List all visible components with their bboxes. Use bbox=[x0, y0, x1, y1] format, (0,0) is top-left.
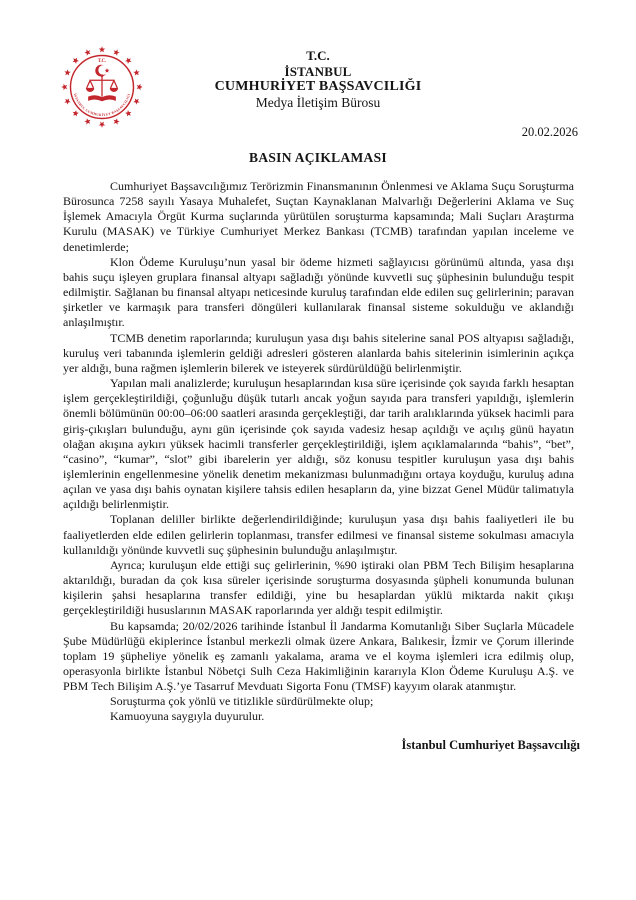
document-title: BASIN AÇIKLAMASI bbox=[249, 150, 387, 165]
paragraph-operation-details: Bu kapsamda; 20/02/2026 tarihinde İstanbul İl Jandarma Komutanlığı Siber Suçlarla Mücadele Şube Müdürlüğü ekiplerince İstanbul merkezli olmak üzere Ankara, Balıkesir, İzmir ve Çorum illerinde toplam 19 şüpheliye yönelik eş zamanlı yakalama, arama ve el koyma işlemleri icra edilmiş olup, operasyonla birlikte İstanbul Nöbetçi Sulh Ceza Hakimliğinin kararıyla Klon Ödeme Kuruluşu A.Ş. ve PBM Tech Bilişim A.Ş.’ye Tasarruf Mevduatı Sigorta Fonu (TMSF) kayyım olarak atanmıştır. bbox=[63, 618, 574, 694]
svg-text:T.C.: T.C. bbox=[97, 59, 107, 65]
letterhead-tc: T.C. bbox=[306, 48, 330, 63]
emblem-ring-text: İSTANBUL CUMHURİYET BAŞSAVCILIĞI bbox=[72, 93, 132, 118]
paragraph-tcmb-audit: TCMB denetim raporlarında; kuruluşun yasa dışı bahis sitelerine sanal POS altyapısı sağladığı, kuruluş veri tabanında işlemlerin geldiği adresleri gösteren alanlarda bahis sitelerinin isimlerinin açıkça yer aldığı, buna rağmen işlemlerin bilerek ve isteyerek sürdürüldüğü belirlenmiştir. bbox=[63, 330, 574, 375]
letterhead-city: İSTANBUL bbox=[284, 63, 352, 79]
signature-block: İstanbul Cumhuriyet Başsavcılığı bbox=[401, 737, 580, 752]
letterhead-bureau: Medya İletişim Bürosu bbox=[255, 94, 381, 110]
letterhead-office: CUMHURİYET BAŞSAVCILIĞI bbox=[214, 79, 422, 94]
paragraph-klon-odeme-suspicion: Klon Ödeme Kuruluşu’nun yasal bir ödeme hizmeti sağlayıcısı görünümü altında, yasa dışı bahis suçu işleyen gruplara finansal altyapı sağladığı yönünde kuvvetli suç şüphesinin bulunduğu tespit edilmiştir. Sağlanan bu finansal altyapı neticesinde kuruluş tarafından elde edilen suç gelirlerinin; paravan şirketler ve karmaşık para transferi döngüleri kullanılarak finansal sisteme sokulduğu ve aklandığı anlaşılmıştır. bbox=[63, 254, 574, 330]
document-body bbox=[63, 179, 574, 725]
paragraph-public-announcement: Kamuoyuna saygıyla duyurulur. bbox=[110, 709, 265, 724]
justice-scales-emblem-icon bbox=[60, 45, 144, 129]
paragraph-pbm-tech-transfers: Ayrıca; kuruluşun elde ettiği suç gelirlerinin, %90 iştiraki olan PBM Tech Bilişim hesaplarına aktarıldığı, buradan da çok kısa süreler içerisinde soruşturma dosyasında şüpheli konumunda bulunan kişilerin şahsi hesaplarına transfer edildiği, yine bu hesaplardan yüklü miktarda nakit çıkışı gerçekleştirildiği hususlarının MASAK raporlarında yer aldığı tespit edilmiştir. bbox=[63, 557, 574, 618]
paragraph-investigation-scope: Cumhuriyet Başsavcılığımız Terörizmin Finansmanının Önlenmesi ve Aklama Suçu Soruşturma Bürosunca 7258 sayılı Yasaya Muhalefet, Suçtan Kaynaklanan Malvarlığı Değerlerini Aklama ve Suç İşlemek Amacıyla Örgüt Kurma suçlarında yürütülen soruşturma kapsamında; Mali Suçları Araştırma Kurulu (MASAK) ve Türkiye Cumhuriyet Merkez Bankası (TCMB) tarafından yapılan inceleme ve denetimlerde; bbox=[63, 179, 574, 254]
prosecutor-office-emblem bbox=[60, 45, 144, 129]
paragraph-evidence-evaluation: Toplanan deliller birlikte değerlendirildiğinde; kuruluşun yasa dışı bahis faaliyetleri ile bu faaliyetlerden elde edilen gelirlerin toplanması, transfer edilmesi ve finansal sisteme sokulması amacıyla kullanıldığı yönünde kuvvetli suç şüphesinin bulunduğu anlaşılmıştır. bbox=[63, 512, 574, 557]
document-date: 20.02.2026 bbox=[521, 125, 578, 139]
paragraph-financial-analysis: Yapılan mali analizlerde; kuruluşun hesaplarından kısa süre içerisinde çok sayıda farklı hesaptan işlem gerçekleştirildiği, çoğunluğu düşük tutarlı ancak yoğun sayıda para transferi yapıldığı, işlemlerin önemli bölümünün 00:00–06:00 saatleri arasında gerçekleştiği, dar tarih aralıklarında yüksek hacimli para giriş-çıkışları bulunduğu, aynı gün içerisinde çok sayıda vadesiz hesap açıldığı ve açılış günü hayatın olağan akışına aykırı yüksek hacimli transferler gerçekleştirildiği, işlem açıklamalarında “bahis”, “bet”, “casino”, “kumar”, “slot” gibi ibarelerin yer aldığı, söz konusu tespitler kuruluşun yasa dışı bahis işlemlerinin engellenmesine yönelik denetim mekanizması bulunmadığını ortaya koyduğu, kuruluş adına açılan ve yasa dışı bahis oynatan kişilere tahsis edilen hesapların da, yine bizzat Genel Müdür talimatıyla açıldığı belirlenmiştir. bbox=[63, 376, 574, 512]
paragraph-ongoing-investigation: Soruşturma çok yönlü ve titizlikle sürdürülmekte olup; bbox=[110, 694, 374, 709]
